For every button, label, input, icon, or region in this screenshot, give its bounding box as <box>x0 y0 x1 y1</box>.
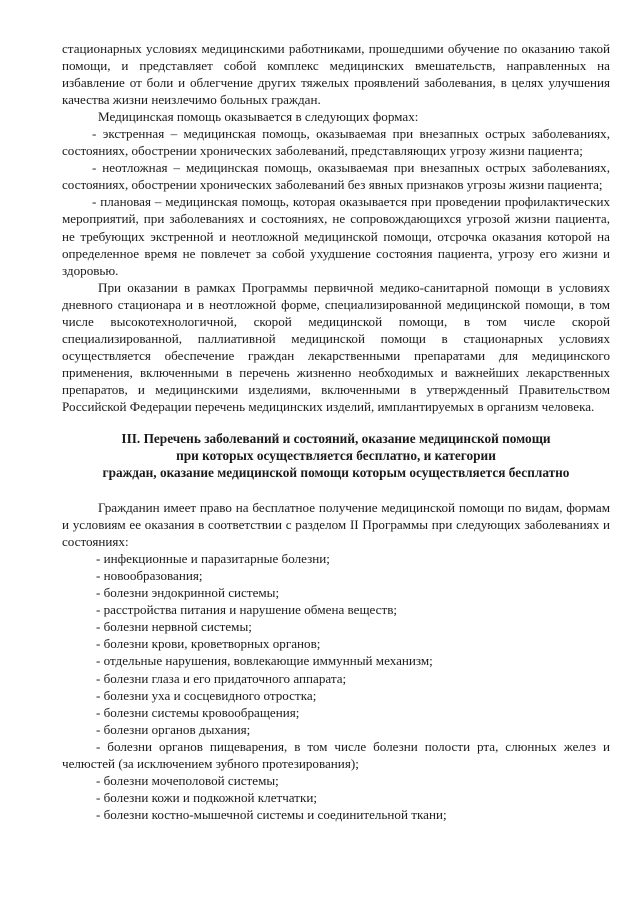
list-item: - болезни органов пищеварения, в том числе болезни полости рта, слюнных желез и челюстей (за исключением зубного протезирования); <box>62 738 610 771</box>
list-item: - болезни костно-мышечной системы и соединительной ткани; <box>96 806 447 822</box>
list-item: - расстройства питания и нарушение обмена веществ; <box>96 602 398 618</box>
list-item: - болезни эндокринной системы; <box>96 585 280 601</box>
list-item: - болезни мочеполовой системы; <box>96 772 279 788</box>
list-item: - инфекционные и паразитарные болезни; <box>96 551 330 567</box>
document-page <box>62 40 610 823</box>
list-item: - отдельные нарушения, вовлекающие иммунный механизм; <box>96 653 433 669</box>
list-item: - болезни уха и сосцевидного отростка; <box>96 687 317 703</box>
list-item: - болезни глаза и его придаточного аппарата; <box>96 670 347 686</box>
paragraph-rights-intro: Гражданин имеет право на бесплатное получение медицинской помощи по видам, формам и условиям ее оказания в соответствии с разделом II Программы при следующих заболеваниях и состояниях: <box>62 500 610 550</box>
list-item: - болезни системы кровообращения; <box>96 704 300 720</box>
section-heading-line-3: граждан, оказание медицинской помощи которым осуществляется бесплатно <box>102 465 570 481</box>
paragraph-planned-form: - плановая – медицинская помощь, которая оказывается при проведении профилактических мероприятий, при заболеваниях и состояниях, не сопровождающихся угрозой жизни пациента, не требующих экстренной и неотложной медицинской помощи, отсрочка оказания которой на определенное время не повлечет за собой ухудшение состояния пациента, угрозу его жизни и здоровью. <box>62 194 610 278</box>
paragraph-emergency-form: - экстренная – медицинская помощь, оказываемая при внезапных острых заболеваниях, состояниях, обострении хронических заболеваний, представляющих угрозу жизни пациента; <box>62 126 610 159</box>
list-item: - болезни органов дыхания; <box>96 721 251 737</box>
list-item: - новообразования; <box>96 568 203 584</box>
list-item: - болезни нервной системы; <box>96 619 252 635</box>
list-item: - болезни крови, кроветворных органов; <box>96 636 321 652</box>
section-heading-line-1: III. Перечень заболеваний и состояний, оказание медицинской помощи <box>121 431 551 447</box>
section-heading <box>62 430 610 481</box>
section-heading-line-2: при которых осуществляется бесплатно, и категории <box>176 448 496 464</box>
paragraph-urgent-form: - неотложная – медицинская помощь, оказываемая при внезапных острых заболеваниях, состояниях, обострении хронических заболеваний без явных признаков угрозы жизни пациента; <box>62 160 610 193</box>
paragraph-continuation: стационарных условиях медицинскими работниками, прошедшими обучение по оказанию такой помощи, и представляет собой комплекс медицинских вмешательств, направленных на избавление от боли и облегчение других тяжелых проявлений заболевания, в целях улучшения качества жизни неизлечимо больных граждан. <box>62 41 610 108</box>
paragraph-drug-provision: При оказании в рамках Программы первичной медико-санитарной помощи в условиях дневного стационара и в неотложной форме, специализированной медицинской помощи, в том числе высокотехнологичной, скорой медицинской помощи, в том числе скорой специализированной, паллиативной медицинской помощи в стационарных условиях осуществляется обеспечение граждан лекарственными препаратами для медицинского применения, включенными в перечень жизненно необходимых и важнейших лекарственных препаратов, и медицинскими изделиями, включенными в утвержденный Правительством Российской Федерации перечень медицинских изделий, имплантируемых в организм человека. <box>62 279 610 414</box>
paragraph-forms-intro: Медицинская помощь оказывается в следующих формах: <box>98 109 419 125</box>
list-item: - болезни кожи и подкожной клетчатки; <box>96 789 318 805</box>
